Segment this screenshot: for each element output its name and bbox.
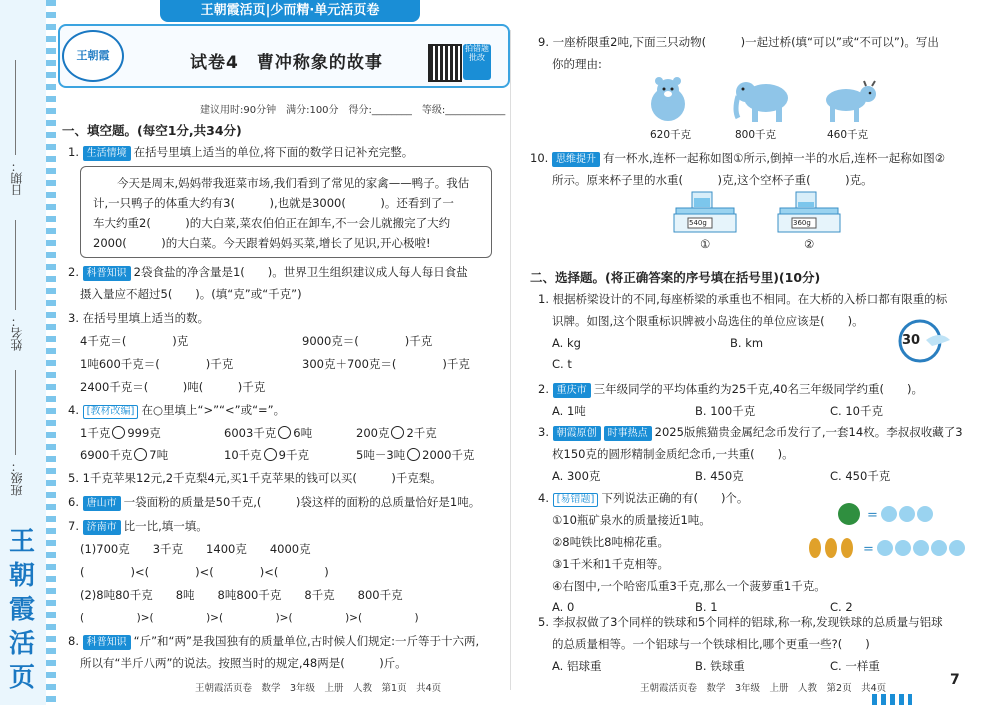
question-1: 1. 生活情境 在括号里填上适当的单位,将下面的数学日记补充完整。 bbox=[68, 145, 414, 159]
q3-item: 4千克＝( )克 bbox=[80, 334, 189, 348]
choice-4-item: ③1千米和1千克相等。 bbox=[552, 557, 669, 571]
choice-option[interactable]: B. 450克 bbox=[695, 469, 744, 483]
choice-option[interactable]: C. 一样重 bbox=[830, 659, 880, 673]
choice-option[interactable]: C. t bbox=[552, 357, 572, 371]
tag-jinan: 济南市 bbox=[83, 520, 121, 535]
publisher-logo: 王朝霞 bbox=[62, 30, 124, 82]
sign-value: 30 bbox=[902, 333, 921, 348]
section-choice: 二、选择题。(将正确答案的序号填在括号里)(10分) bbox=[530, 270, 821, 285]
choice-option[interactable]: A. 0 bbox=[552, 600, 575, 614]
story-line: 车大约重2( )的大白菜,菜农伯伯正在卸车,不一会儿就搬完了大约 bbox=[93, 216, 451, 230]
question-3: 3. 在括号里填上适当的数。 bbox=[68, 311, 210, 325]
q7-line: (2)8吨80千克 8吨 8吨800千克 8千克 800千克 bbox=[80, 588, 403, 602]
q3-item: 2400千克＝( )吨( )千克 bbox=[80, 380, 266, 394]
choice-option[interactable]: C. 450千克 bbox=[830, 469, 891, 483]
bottom-decoration bbox=[872, 694, 912, 705]
q7-line: ( )>( )>( )>( )>( ) bbox=[80, 612, 419, 624]
bear-icon bbox=[645, 74, 691, 124]
page-divider bbox=[510, 30, 511, 690]
compare-circle[interactable] bbox=[134, 448, 147, 461]
choice-5: 5. 李叔叔做了3个同样的铁球和5个同样的铝球,称一称,发现铁球的总质量与铝球 bbox=[538, 615, 943, 629]
question-4: 4. [教材改编] 在○里填上“>”“<”或“=”。 bbox=[68, 403, 286, 417]
tag-thinking: 思维提升 bbox=[552, 152, 600, 167]
question-10: 10. 思维提升 有一杯水,连杯一起称如图①所示,倒掉一半的水后,连杯一起称如图② bbox=[530, 151, 946, 165]
compare-circle[interactable] bbox=[391, 426, 404, 439]
date-line bbox=[15, 60, 16, 155]
choice-4: 4. [易错题] 下列说法正确的有( )个。 bbox=[538, 491, 749, 505]
question-2: 2. 科普知识 2袋食盐的净含量是1( )。世界卫生组织建议成人每人每日食盐 bbox=[68, 265, 468, 279]
choice-2: 2. 重庆市 三年级同学的平均体重约为25千克,40名三年级同学约重( )。 bbox=[538, 382, 924, 396]
svg-text:=: = bbox=[863, 542, 874, 557]
choice-option[interactable]: C. 10千克 bbox=[830, 404, 883, 418]
tag-science: 科普知识 bbox=[83, 266, 131, 281]
qr-side-label: 拍错题批改 bbox=[463, 44, 491, 80]
scale-icon bbox=[672, 190, 738, 234]
story-line: 今天是周末,妈妈带我逛菜市场,我们看到了常见的家禽——鸭子。我估 bbox=[117, 176, 470, 190]
question-5: 5. 1千克苹果12元,2千克梨4元,买1千克苹果的钱可以买( )千克梨。 bbox=[68, 471, 442, 485]
choice-option[interactable]: B. 100千克 bbox=[695, 404, 756, 418]
question-8-line2: 所以有“半斤八两”的说法。按照当时的规定,48两是( )斤。 bbox=[80, 656, 407, 670]
tag-chongqing: 重庆市 bbox=[553, 383, 591, 398]
story-line: 计,一只鸭子的体重大约有3( ),也就是3000( )。还看到了一 bbox=[93, 196, 454, 210]
q4-compare: 5吨－3吨 2000千克 bbox=[356, 448, 475, 462]
scale-reading: 540g bbox=[689, 219, 707, 227]
footer-left: 王朝霞活页卷 数学 3年级 上册 人教 第1页 共4页 bbox=[195, 683, 442, 694]
choice-option[interactable]: B. 1 bbox=[695, 600, 718, 614]
tag-error-prone: [易错题] bbox=[553, 493, 599, 507]
choice-1-line2: 识牌。如图,这个限重标识牌被小岛选住的单位应该是( )。 bbox=[552, 314, 864, 328]
scale-label: ① bbox=[700, 237, 711, 251]
exam-meta: 建议用时:90分钟 满分:100分 得分:________ 等级:____________ bbox=[200, 105, 506, 116]
svg-text:=: = bbox=[867, 508, 878, 523]
tag-textbook: [教材改编] bbox=[83, 405, 139, 419]
class-line bbox=[15, 370, 16, 455]
q4-compare: 10千克 9千克 bbox=[224, 448, 309, 462]
q3-item: 300克＋700克＝( )千克 bbox=[302, 357, 470, 371]
name-label: 姓名： bbox=[10, 315, 24, 351]
q4-compare: 6900千克 7吨 bbox=[80, 448, 169, 462]
choice-option[interactable]: A. 300克 bbox=[552, 469, 601, 483]
qr-code-icon[interactable] bbox=[428, 44, 462, 82]
choice-3: 3. 朝霞原创 时事热点 2025版熊猫贵金属纪念币发行了,一套14枚。李叔叔收藏了3 bbox=[538, 425, 963, 439]
question-8: 8. 科普知识 “斤”和“两”是我国独有的质量单位,古时候人们规定:一斤等于十六两, bbox=[68, 634, 480, 648]
scale-icon bbox=[776, 190, 842, 234]
page-number: 7 bbox=[950, 672, 960, 688]
choice-4-item: ④右图中,一个哈密瓜重3千克,那么一个菠萝重1千克。 bbox=[552, 579, 826, 593]
question-10-line2: 所示。原来杯子里的水重( )克,这个空杯子重( )克。 bbox=[552, 173, 873, 187]
choice-1: 1. 根据桥梁设计的不同,每座桥梁的承重也不相同。在大桥的入桥口都有限重的标 bbox=[538, 292, 948, 306]
compare-circle[interactable] bbox=[112, 426, 125, 439]
tag-tangshan: 唐山市 bbox=[83, 496, 121, 511]
scale-reading: 360g bbox=[793, 219, 811, 227]
elephant-icon bbox=[730, 76, 792, 124]
q7-line: ( )<( )<( )<( ) bbox=[80, 565, 329, 579]
choice-option[interactable]: A. 1吨 bbox=[552, 404, 586, 418]
weight-label: 460千克 bbox=[827, 129, 869, 141]
compare-circle[interactable] bbox=[264, 448, 277, 461]
choice-option[interactable]: C. 2 bbox=[830, 600, 853, 614]
question-9-line2: 你的理由: bbox=[552, 57, 602, 71]
q3-item: 1吨600千克＝( )千克 bbox=[80, 357, 234, 371]
tag-current: 时事热点 bbox=[604, 426, 652, 441]
melon-pineapple-balance-icon bbox=[805, 500, 965, 562]
compare-circle[interactable] bbox=[407, 448, 420, 461]
story-line: 2000( )的大白菜。今天跟着妈妈买菜,增长了见识,开心极啦! bbox=[93, 236, 431, 250]
q4-compare: 6003千克 6吨 bbox=[224, 426, 313, 440]
cow-icon bbox=[822, 80, 878, 124]
brand-vertical: 王朝霞活页 bbox=[8, 527, 35, 693]
choice-3-line2: 枚150克的圆形精制金质纪念币,一共重( )。 bbox=[552, 447, 794, 461]
tag-science: 科普知识 bbox=[83, 635, 131, 650]
sidebar-wave-border bbox=[46, 0, 56, 705]
question-6: 6. 唐山市 一袋面粉的质量是50千克,( )袋这样的面粉的总质量恰好是1吨。 bbox=[68, 495, 481, 509]
q4-compare: 1千克 999克 bbox=[80, 426, 161, 440]
choice-4-item: ①10瓶矿泉水的质量接近1吨。 bbox=[552, 513, 711, 527]
weight-label: 800千克 bbox=[735, 129, 777, 141]
tag-original: 朝霞原创 bbox=[553, 426, 601, 441]
compare-circle[interactable] bbox=[278, 426, 291, 439]
q3-item: 9000克＝( )千克 bbox=[302, 334, 433, 348]
choice-option[interactable]: B. 铁球重 bbox=[695, 659, 745, 673]
class-label: 班级： bbox=[10, 460, 24, 496]
weight-label: 620千克 bbox=[650, 129, 692, 141]
footer-right: 王朝霞活页卷 数学 3年级 上册 人教 第2页 共4页 bbox=[640, 683, 887, 694]
choice-option[interactable]: A. kg bbox=[552, 336, 581, 350]
diary-box bbox=[80, 166, 492, 258]
choice-5-line2: 的总质量相等。一个铝球与一个铁球相比,哪个更重一些?( ) bbox=[552, 637, 870, 651]
date-label: 日期： bbox=[10, 160, 24, 196]
question-9: 9. 一座桥限重2吨,下面三只动物( )一起过桥(填“可以”或“不可以”)。写出 bbox=[538, 35, 939, 49]
question-7: 7. 济南市 比一比,填一填。 bbox=[68, 519, 208, 533]
q4-compare: 200克 2千克 bbox=[356, 426, 437, 440]
question-2-line2: 摄入量应不超过5( )。(填“克”或“千克”) bbox=[80, 287, 302, 301]
choice-4-item: ②8吨铁比8吨棉花重。 bbox=[552, 535, 669, 549]
tag-life: 生活情境 bbox=[83, 146, 131, 161]
page-title: 试卷4 曹冲称象的故事 bbox=[190, 53, 383, 73]
q7-line: (1)700克 3千克 1400克 4000克 bbox=[80, 542, 311, 556]
choice-option[interactable]: B. km bbox=[730, 336, 764, 350]
series-banner: 王朝霞活页|少而精·单元活页卷 bbox=[160, 0, 420, 22]
scale-label: ② bbox=[804, 237, 815, 251]
choice-option[interactable]: A. 铝球重 bbox=[552, 659, 602, 673]
name-line bbox=[15, 220, 16, 310]
section-fill-blanks: 一、填空题。(每空1分,共34分) bbox=[62, 123, 242, 138]
binding-sidebar bbox=[0, 0, 56, 705]
